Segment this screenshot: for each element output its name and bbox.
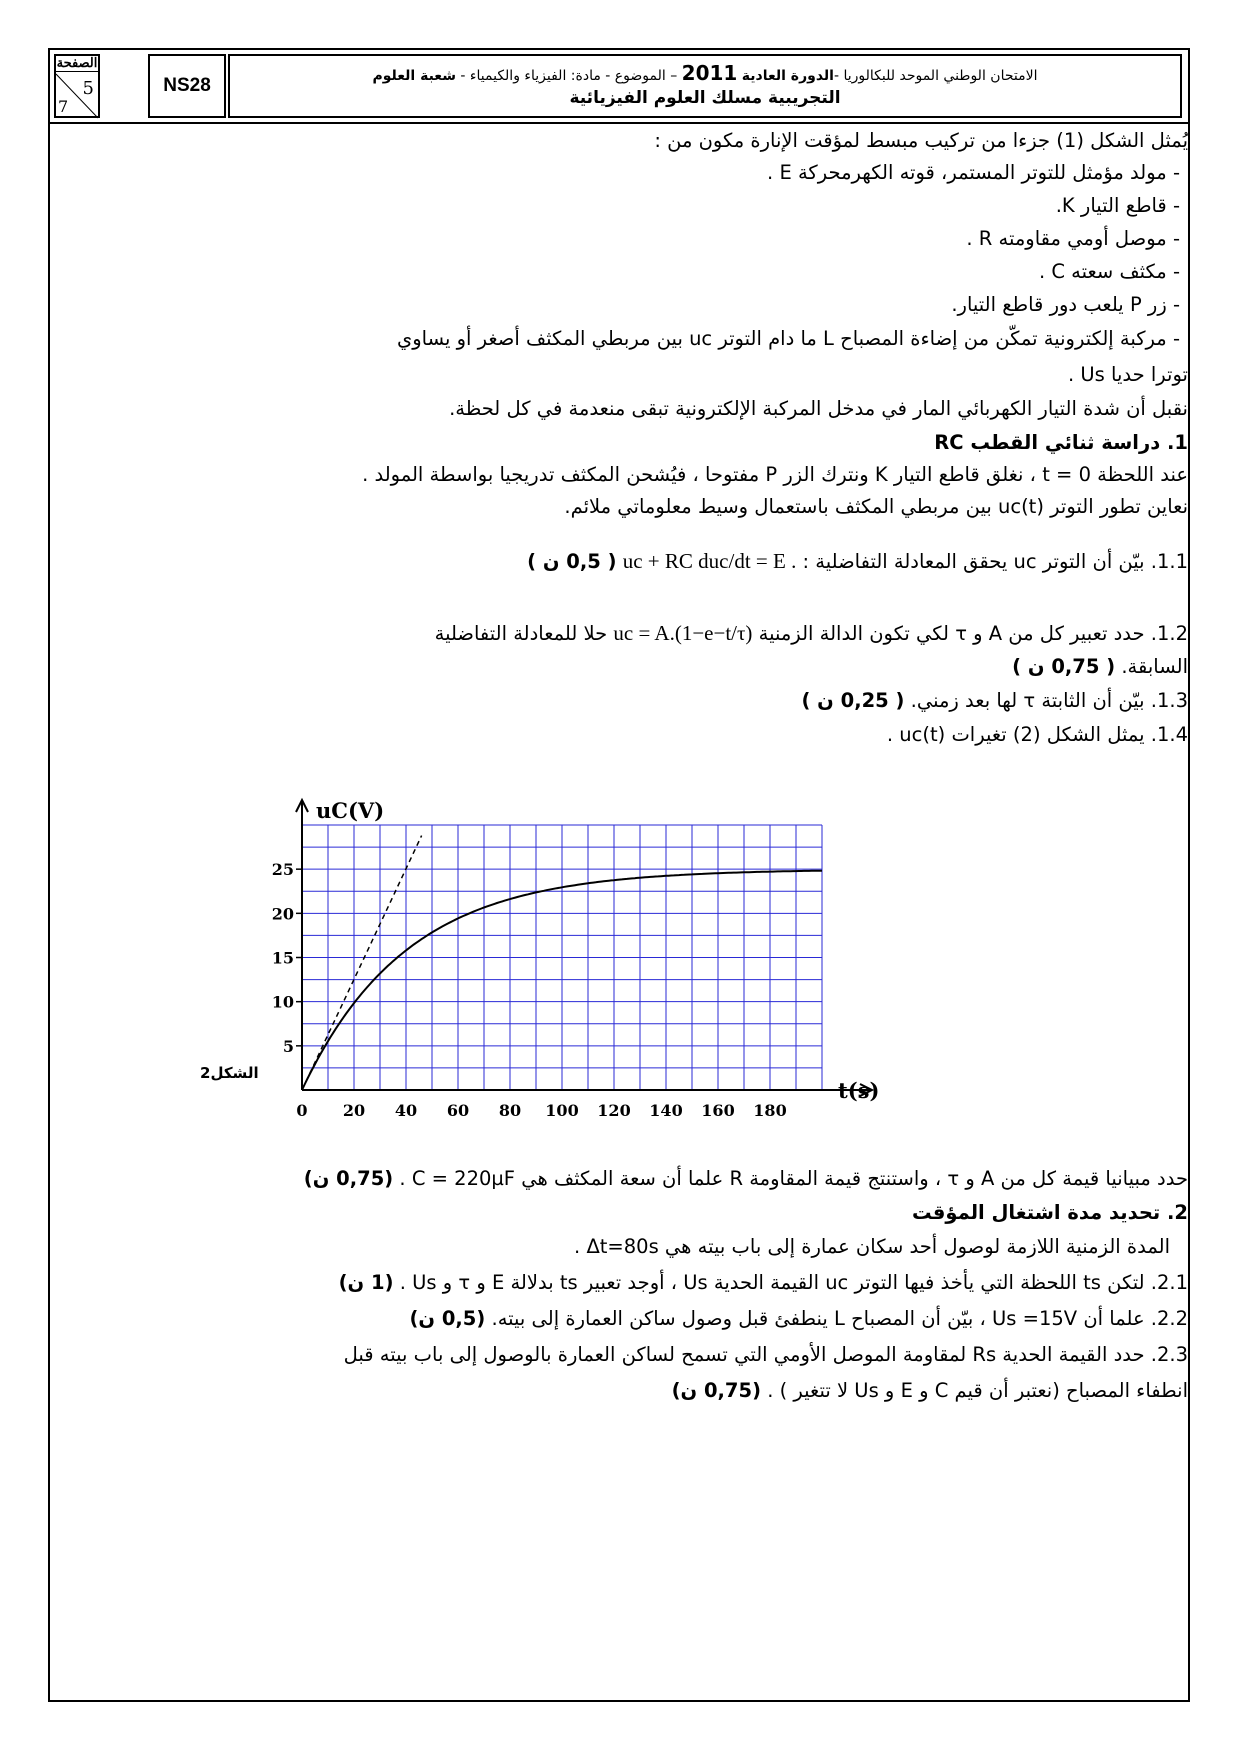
list-item: - زر P يلعب دور قاطع التيار. — [951, 292, 1180, 318]
y-axis-label: uC(V) — [316, 798, 385, 823]
list-item: - مركبة إلكترونية تمكّن من إضاءة المصباح L ما دام التوتر uc بين مربطي المكثف أصغر أو يساوي — [397, 326, 1180, 352]
points-2-2: (0,5 ن) — [409, 1307, 486, 1330]
x-axis-label: t(s) — [838, 1078, 880, 1103]
title-line-2: التجريبية مسلك العلوم الفيزيائية — [569, 88, 841, 108]
tangent-line — [302, 836, 422, 1090]
time-function: uc = A.(1−e−t/τ) — [613, 621, 753, 645]
question-1-2-cont: السابقة. ( 0,75 ن ) — [1012, 655, 1188, 678]
x-tick-label: 0 — [296, 1101, 308, 1120]
points-1-3: ( 0,25 ن ) — [801, 689, 905, 712]
chart-axes — [296, 800, 872, 1096]
list-item: - مكثف سعته C . — [1039, 259, 1180, 285]
question-1-2: 1.2. حدد تعبير كل من A و τ لكي تكون الدالة الزمنية uc = A.(1−e−t/τ) حلا للمعادلة التفاضلية — [434, 621, 1188, 645]
x-tick-label: 120 — [597, 1101, 631, 1120]
paragraph-1a: عند اللحظة t = 0 ، نغلق قاطع التيار K ونترك الزر P مفتوحا ، فيُشحن المكثف تدريجيا بواسطة المولد . — [362, 463, 1188, 486]
question-2-2: 2.2. علما أن Us =15V ، بيّن أن المصباح L ينطفئ قبل وصول ساكن العمارة إلى بيته. (0,5 ن) — [409, 1307, 1188, 1330]
figure-title: الشكل2 — [200, 1064, 259, 1082]
y-tick-label: 15 — [271, 948, 294, 968]
y-tick-label: 5 — [282, 1036, 294, 1056]
exam-title — [228, 54, 1182, 118]
section-1-heading: 1. دراسة ثنائي القطب RC — [934, 431, 1188, 454]
x-tick-label: 180 — [753, 1101, 787, 1120]
exam-year: 2011 — [681, 61, 738, 85]
paragraph-2: المدة الزمنية اللازمة لوصول أحد سكان عمارة إلى باب بيته هي Δt=80s . — [574, 1235, 1170, 1258]
points-1-1: ( 0,5 ن ) — [527, 550, 617, 573]
section-2-heading: 2. تحديد مدة اشتغال المؤقت — [912, 1201, 1188, 1224]
x-tick-label: 160 — [701, 1101, 735, 1120]
list-item: - مولد مؤمثل للتوتر المستمر، قوته الكهرمحركة E . — [767, 160, 1180, 186]
x-tick-label: 100 — [545, 1101, 579, 1120]
points-1-2: ( 0,75 ن ) — [1012, 655, 1116, 678]
x-tick-label: 40 — [394, 1101, 418, 1120]
intro-text: يُمثل الشكل (1) جزءا من تركيب مبسط لمؤقت الإنارة مكون من : — [654, 129, 1188, 152]
page-number-box — [54, 54, 100, 118]
question-1-1: 1.1. بيّن أن التوتر uc يحقق المعادلة التفاضلية : uc + RC duc/dt = E . ( 0,5 ن ) — [527, 549, 1188, 573]
differential-equation: uc + RC duc/dt = E . — [622, 549, 797, 573]
x-tick-label: 80 — [498, 1101, 522, 1120]
x-tick-label: 140 — [649, 1101, 683, 1120]
list-item: - موصل أومي مقاومته R . — [966, 226, 1180, 252]
list-item: - قاطع التيار K. — [1056, 193, 1180, 219]
paragraph-1b: نعاين تطور التوتر uc(t) بين مربطي المكثف باستعمال وسيط معلوماتي ملائم. — [564, 495, 1188, 518]
points-2-1: (1 ن) — [338, 1271, 394, 1294]
chart-grid — [302, 825, 822, 1090]
page-number: 5 — [82, 78, 94, 99]
list-item-continued: توترا حديا Us . — [1067, 363, 1188, 386]
y-tick-label: 25 — [271, 860, 294, 880]
title-line-1: الامتحان الوطني الموحد للبكالوريا -الدورة العادية 2011 – الموضوع - مادة: الفيزياء والكيمياء - شعبة العلوم — [372, 61, 1038, 85]
y-tick-label: 10 — [271, 992, 294, 1012]
page-header — [50, 50, 1188, 124]
points-1-4: (0,75 ن) — [303, 1167, 394, 1190]
x-tick-label: 20 — [342, 1101, 366, 1120]
page-total: 7 — [58, 97, 69, 116]
points-2-3: (0,75 ن) — [671, 1379, 761, 1402]
question-1-4: 1.4. يمثل الشكل (2) تغيرات uc(t) . — [886, 723, 1188, 746]
question-1-4-b: حدد مبيانيا قيمة كل من A و τ ، واستنتج قيمة المقاومة R علما أن سعة المكثف هي C = 220µF . (0,75 ن) — [303, 1167, 1188, 1190]
x-tick-label: 60 — [446, 1101, 470, 1120]
question-2-1: 2.1. لتكن ts اللحظة التي يأخذ فيها التوتر uc القيمة الحدية Us ، أوجد تعبير ts بدلالة E و τ و Us . (1 ن) — [338, 1271, 1188, 1294]
question-2-3-cont: انطفاء المصباح (نعتبر أن قيم C و E و Us لا تتغير ) . (0,75 ن) — [671, 1379, 1188, 1402]
page-label: الصفحة — [56, 56, 98, 71]
assumption-text: نقبل أن شدة التيار الكهربائي المار في مدخل المركبة الإلكترونية تبقى منعدمة في كل لحظة. — [449, 397, 1188, 420]
y-tick-label: 20 — [271, 904, 294, 924]
question-1-3: 1.3. بيّن أن الثابتة τ لها بعد زمني. ( 0,25 ن ) — [801, 689, 1188, 712]
question-2-3: 2.3. حدد القيمة الحدية Rs لمقاومة الموصل الأومي التي تسمح لساكن العمارة بالوصول إلى باب بيته قبل — [343, 1343, 1188, 1366]
exam-code: NS28 — [148, 54, 226, 118]
